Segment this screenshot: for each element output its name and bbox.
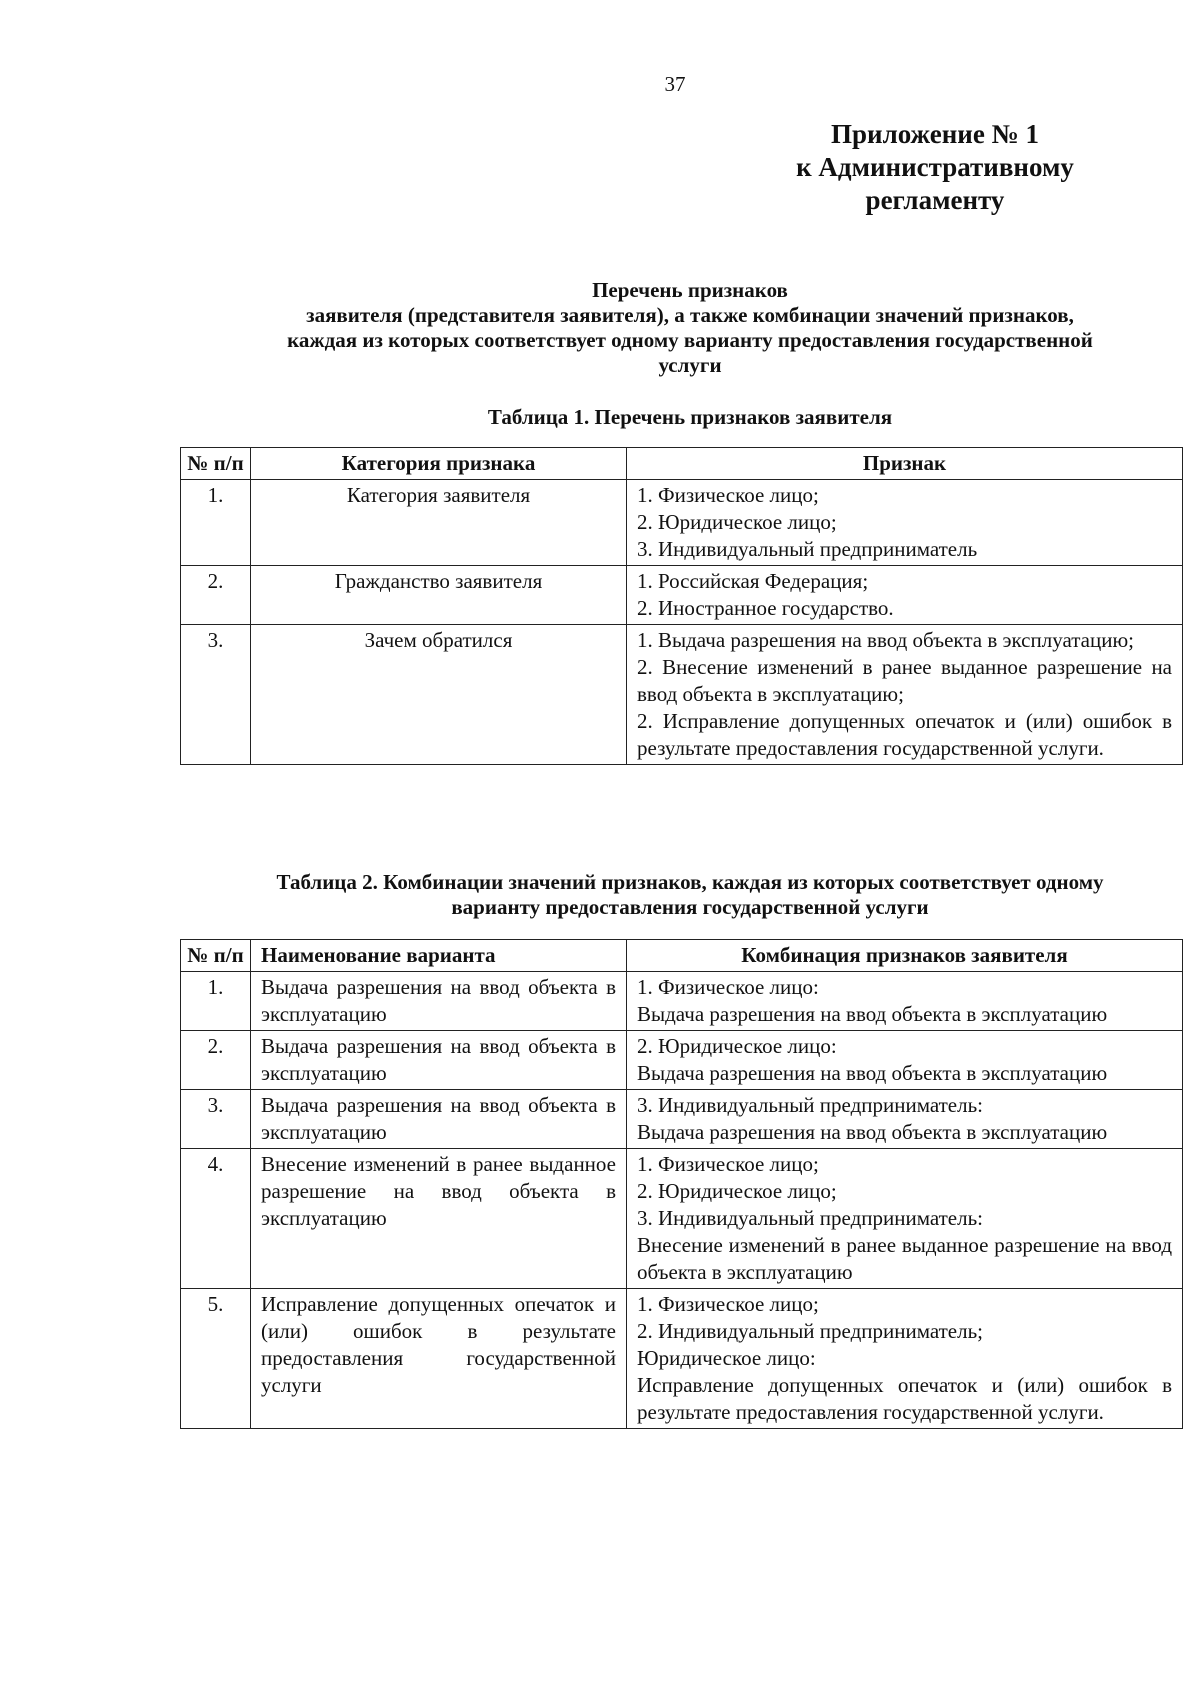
title-line-3: каждая из которых соответствует одному варианту предоставления государственной (287, 328, 1093, 352)
row-variant: Внесение изменений в ранее выданное разрешение на ввод объекта в эксплуатацию (251, 1149, 627, 1289)
combination-line: 2. Индивидуальный предприниматель; (637, 1319, 984, 1343)
header-category: Категория признака (251, 448, 627, 480)
header-number: № п/п (181, 940, 251, 972)
appendix-line-1: Приложение № 1 (831, 119, 1039, 149)
row-combination (627, 972, 1183, 1031)
combination-line: Исправление допущенных опечаток и (или) ошибок в результате предоставления государственной услуги. (637, 1373, 1172, 1424)
row-number: 4. (181, 1149, 251, 1289)
table2-caption-line-1: Таблица 2. Комбинации значений признаков, каждая из которых соответствует одному (276, 870, 1104, 894)
table2-caption (180, 870, 1200, 920)
row-combination (627, 1289, 1183, 1429)
table-row (181, 1031, 1183, 1090)
header-feature: Признак (627, 448, 1183, 480)
feature-line: 1. Выдача разрешения на ввод объекта в эксплуатацию; (637, 628, 1134, 652)
combination-line: Юридическое лицо: (637, 1346, 816, 1370)
row-variant: Выдача разрешения на ввод объекта в эксплуатацию (251, 972, 627, 1031)
row-number: 3. (181, 1090, 251, 1149)
combination-line: Выдача разрешения на ввод объекта в эксплуатацию (637, 1002, 1108, 1026)
table-row (181, 1149, 1183, 1289)
combination-line: 2. Юридическое лицо; (637, 1179, 837, 1203)
table-row (181, 566, 1183, 625)
row-category: Категория заявителя (251, 480, 627, 566)
table-variant-combinations (180, 939, 1183, 1429)
title-line-1: Перечень признаков (592, 278, 788, 302)
combination-line: Внесение изменений в ранее выданное разрешение на ввод объекта в эксплуатацию (637, 1233, 1172, 1284)
feature-line: 1. Физическое лицо; (637, 483, 819, 507)
combination-line: 2. Юридическое лицо: (637, 1034, 837, 1058)
row-number: 1. (181, 480, 251, 566)
row-variant: Исправление допущенных опечаток и (или) ошибок в результате предоставления государственной услуги (251, 1289, 627, 1429)
table-row (181, 1289, 1183, 1429)
combination-line: Выдача разрешения на ввод объекта в эксплуатацию (637, 1061, 1108, 1085)
title-line-2: заявителя (представителя заявителя), а также комбинации значений признаков, (306, 303, 1074, 327)
table-applicant-features (180, 447, 1183, 765)
table1-caption: Таблица 1. Перечень признаков заявителя (487, 405, 893, 429)
header-number: № п/п (181, 448, 251, 480)
appendix-heading (740, 118, 1130, 217)
row-combination (627, 1031, 1183, 1090)
table-row (181, 1090, 1183, 1149)
row-variant: Выдача разрешения на ввод объекта в эксплуатацию (251, 1031, 627, 1090)
appendix-line-2: к Административному (796, 152, 1074, 182)
header-variant: Наименование варианта (251, 940, 627, 972)
table2-caption-line-2: варианту предоставления государственной услуги (451, 895, 929, 919)
table-row (181, 972, 1183, 1031)
combination-line: 3. Индивидуальный предприниматель: (637, 1093, 984, 1117)
row-number: 2. (181, 1031, 251, 1090)
row-features (627, 566, 1183, 625)
row-combination (627, 1149, 1183, 1289)
table-row (181, 625, 1183, 765)
title-line-4: услуги (658, 353, 722, 377)
row-category: Гражданство заявителя (251, 566, 627, 625)
row-number: 5. (181, 1289, 251, 1429)
row-number: 3. (181, 625, 251, 765)
row-category: Зачем обратился (251, 625, 627, 765)
feature-line: 2. Исправление допущенных опечаток и (или) ошибок в результате предоставления государственной услуги. (637, 709, 1172, 760)
combination-line: 1. Физическое лицо; (637, 1152, 819, 1176)
feature-line: 2. Иностранное государство. (637, 596, 894, 620)
combination-line: Выдача разрешения на ввод объекта в эксплуатацию (637, 1120, 1108, 1144)
combination-line: 1. Физическое лицо; (637, 1292, 819, 1316)
page-number: 37 (664, 72, 686, 96)
combination-line: 3. Индивидуальный предприниматель: (637, 1206, 984, 1230)
table-header-row (181, 940, 1183, 972)
document-title (180, 278, 1200, 378)
row-number: 2. (181, 566, 251, 625)
row-features (627, 625, 1183, 765)
row-features (627, 480, 1183, 566)
header-combination: Комбинация признаков заявителя (627, 940, 1183, 972)
feature-line: 1. Российская Федерация; (637, 569, 869, 593)
feature-line: 2. Внесение изменений в ранее выданное разрешение на ввод объекта в эксплуатацию; (637, 655, 1172, 706)
row-combination (627, 1090, 1183, 1149)
feature-line: 3. Индивидуальный предприниматель (637, 537, 978, 561)
row-number: 1. (181, 972, 251, 1031)
table-header-row (181, 448, 1183, 480)
combination-line: 1. Физическое лицо: (637, 975, 819, 999)
row-variant: Выдача разрешения на ввод объекта в эксплуатацию (251, 1090, 627, 1149)
feature-line: 2. Юридическое лицо; (637, 510, 837, 534)
appendix-line-3: регламенту (865, 185, 1005, 215)
table-row (181, 480, 1183, 566)
